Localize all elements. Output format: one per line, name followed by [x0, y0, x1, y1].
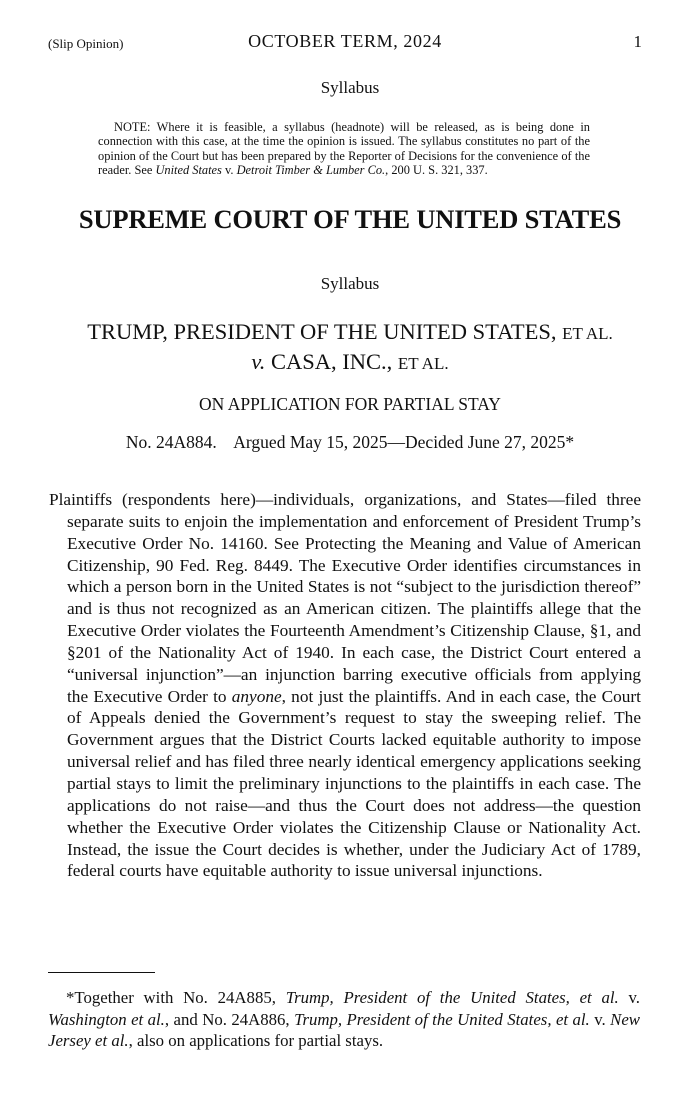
syllabus-heading: Syllabus	[320, 274, 380, 293]
slip-opinion-label: (Slip Opinion)	[48, 36, 124, 51]
running-header	[48, 31, 642, 53]
footnote-case-1-respondent: Washington et al.	[48, 1009, 165, 1029]
page-number: 1	[633, 32, 642, 51]
syllabus-paragraph	[49, 489, 641, 882]
docket-text: No. 24A884. Argued May 15, 2025—Decided June 27, 2025*	[125, 432, 575, 452]
note-case-united-states: United States	[155, 163, 222, 178]
footnote-ending: , also on applications for partial stays.	[128, 1031, 384, 1050]
note-versus: v.	[221, 163, 237, 178]
footnote	[48, 987, 640, 1052]
footnote-versus-2: v.	[589, 1009, 611, 1029]
court-title: SUPREME COURT OF THE UNITED STATES	[78, 204, 622, 234]
footnote-divider	[48, 972, 155, 973]
case-versus: v.	[251, 349, 266, 374]
case-caption-line-2	[0, 348, 700, 378]
footnote-case-2-respondent: New Jersey et al.	[48, 1009, 640, 1050]
footnote-versus-1: v.	[618, 988, 640, 1007]
note-case-detroit-timber: Detroit Timber & Lumber Co.	[236, 163, 386, 178]
syllabus-heading-top: Syllabus	[320, 78, 380, 97]
petitioner-name: TRUMP, PRESIDENT OF THE UNITED STATES,	[87, 319, 557, 344]
term-heading: OCTOBER TERM, 2024	[248, 31, 442, 51]
note-citation: , 200 U. S. 321, 337.	[385, 163, 488, 178]
respondent-name: CASA, INC.,	[270, 349, 393, 374]
footnote-case-1-name: Trump, President of the United States, et al.	[285, 988, 619, 1007]
case-caption-line-1	[0, 318, 700, 348]
docket-line	[0, 432, 700, 453]
syllabus-text-part-1: Plaintiffs (respondents here)—individuals, organizations, and States—filed three separate suits to enjoin the implementation and enforcement of President Trump’s Executive Order No. 14160. See Protecting the Meaning and Value of American Citizenship, 90 Fed. Reg. 8449. The Executive Order identifies circumstances in which a person born in the United States is not “subject to the jurisdiction thereof” and is thus not recognized as an American citizen. The plaintiffs allege that the Executive Order violates the Fourteenth Amendment’s Citizenship Clause, §1, and §201 of the Nationality Act of 1940. In each case, the District Court entered a “universal injunction”—an injunction barring executive officials from applying the Executive Order to	[49, 490, 641, 706]
footnote-intro: *Together with No. 24A885,	[66, 988, 286, 1007]
note-text: NOTE: Where it is feasible, a syllabus (headnote) will be released, as is being done in connection with this case, at the time the opinion is issued. The syllabus constitutes no part of the opinion of the Court but has been prepared by the Reporter of Decisions for the convenience of the reader. See	[98, 120, 590, 178]
reporter-note	[98, 120, 590, 178]
petitioner-et-al: ET AL.	[562, 324, 613, 343]
syllabus-text-part-2: , not just the plaintiffs. And in each case, the Court of Appeals denied the Government’s request to stay the sweeping relief. The Government argues that the District Courts lacked equitable authority to impose universal relief and has filed three nearly identical emergency applications seeking partial stays to limit the preliminary injunctions to the plaintiffs in each case. The applications do not raise—and thus the Court does not address—the question whether the Executive Order violates the Citizenship Clause or Nationality Act. Instead, the issue the Court decides is whether, under the Judiciary Act of 1789, federal courts have equitable authority to issue universal injunctions.	[67, 686, 641, 881]
syllabus-emphasis-anyone: anyone	[231, 686, 282, 706]
respondent-et-al: ET AL.	[397, 354, 449, 373]
application-heading: ON APPLICATION FOR PARTIAL STAY	[199, 394, 501, 414]
footnote-case-2-name: Trump, President of the United States, et al.	[294, 1009, 590, 1029]
case-caption	[0, 318, 700, 378]
footnote-connector: , and No. 24A886,	[164, 1009, 295, 1029]
